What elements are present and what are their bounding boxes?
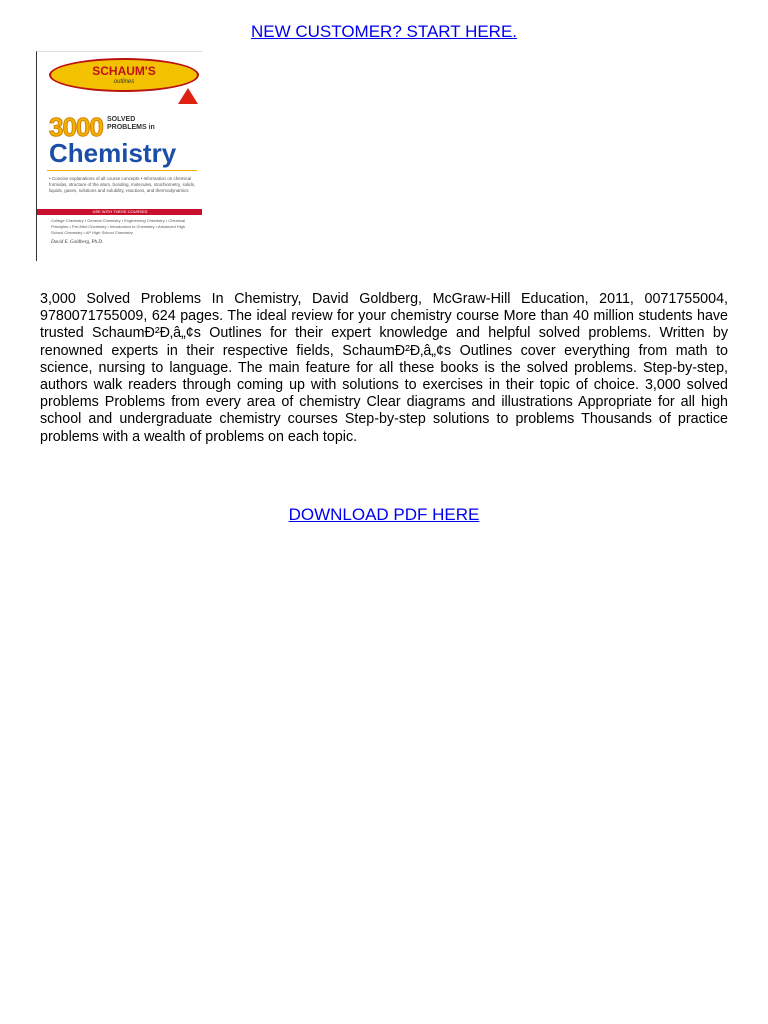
cover-solved-line2: PROBLEMS in: [107, 124, 155, 131]
new-customer-link-container: [0, 22, 768, 42]
cover-author: David E. Goldberg, Ph.D.: [51, 240, 104, 245]
schaums-logo: [49, 58, 199, 92]
logo-title: SCHAUM'S: [92, 64, 156, 78]
edition-tag-icon: [178, 88, 198, 104]
cover-divider: [47, 170, 197, 171]
new-customer-link[interactable]: NEW CUSTOMER? START HERE.: [250, 22, 518, 41]
cover-number: 3000: [49, 112, 103, 142]
book-cover-image: [36, 51, 202, 261]
cover-courses: College Chemistry • General Chemistry • Engineering Chemistry • Chemical Principles • Pre-Med Chemistry • Introduction to Chemistry • Advanced High School Chemistry • AP High School Chemistry: [51, 218, 186, 235]
cover-bullets: • Concise explanations of all course concepts • Information on chemical formulas, structure of the atom, bonding, molecules, stoichiometry, solids, liquids, gases, solutions and solubility, reactions, and thermodynamics: [49, 176, 196, 193]
download-link-container: [0, 505, 768, 525]
book-description: 3,000 Solved Problems In Chemistry, David Goldberg, McGraw-Hill Education, 2011, 0071755004, 9780071755009, 624 pages. The ideal review for your chemistry course More than 40 million students have trusted SchaumÐ²Ð‚â„¢s Outlines for their expert knowledge and helpful solved problems. Written by renowned experts in their respective fields, SchaumÐ²Ð‚â„¢s Outlines cover everything from math to science, nursing to language. The main feature for all these books is the solved problems. Step-by-step, authors walk readers through coming up with solutions to exercises in their topic of choice. 3,000 solved problems Problems from every area of chemistry Clear diagrams and illustrations Appropriate for all high school and undergraduate chemistry courses Step-by-step solutions to problems Thousands of practice problems with a wealth of problems on each topic.: [40, 291, 728, 445]
logo-subtitle: outlines: [113, 79, 135, 85]
cover-solved-text: [107, 116, 155, 132]
cover-subject: Chemistry: [49, 138, 177, 168]
cover-band-text: USE WITH THESE COURSES: [92, 209, 148, 214]
cover-solved-line1: SOLVED: [107, 116, 136, 123]
download-pdf-link[interactable]: DOWNLOAD PDF HERE: [288, 505, 480, 524]
